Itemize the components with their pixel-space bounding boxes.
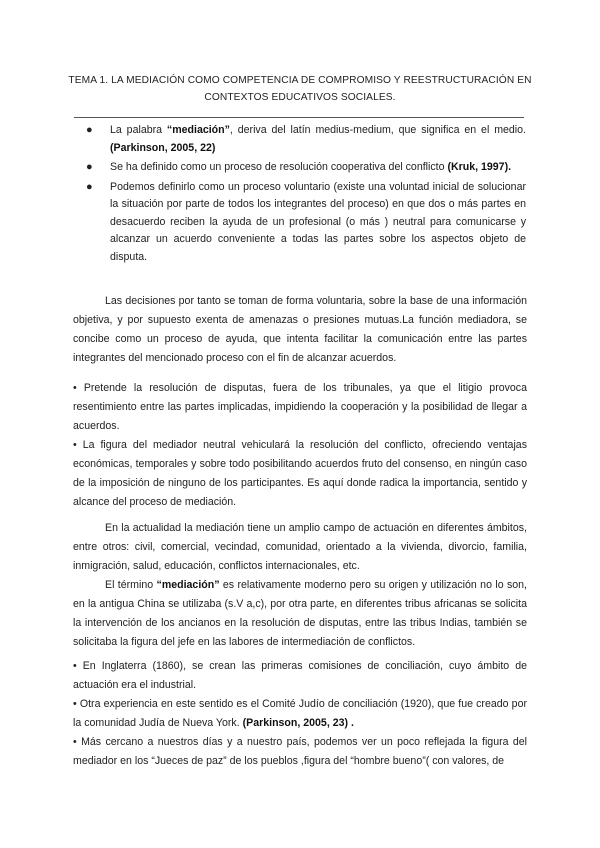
- small-bullet-icon: •: [73, 736, 77, 748]
- title-line-2: CONTEXTOS EDUCATIVOS SOCIALES.: [204, 92, 396, 103]
- small-bullet-icon: •: [73, 698, 77, 710]
- paragraph-decisiones: Las decisiones por tanto se toman de forma voluntaria, sobre la base de una información objetiva, y por supuesto exenta de amenazas o presiones mutuas.La función mediadora, se concibe como un proceso de ayuda, que intenta facilitar la comunicación entre las partes integrantes del mencionado proceso con el fin de alcanzar acuerdos.: [73, 295, 527, 364]
- list-item: • En Inglaterra (1860), se crean las primeras comisiones de conciliación, cuyo ámbito de actuación era el industrial.: [73, 660, 527, 691]
- definition-bullet-list: [86, 122, 526, 268]
- page-title: [60, 72, 540, 106]
- title-divider: [74, 117, 524, 118]
- bullet-icon: ●: [86, 180, 93, 193]
- bullet-item: ● Se ha definido como un proceso de resolución cooperativa del conflicto (Kruk, 1997).: [86, 159, 526, 177]
- paragraph-termino: El término “mediación” es relativamente moderno pero su origen y utilización no lo son, en la antigua China se utilizaba (s.V a,c), por otra parte, en diferentes tribus africanas se solicita la intervención de los ancianos en la resolución de disputas, entre las tribus Indias, también se solicitaba la figura del jefe en las labores de intermediación de conflictos.: [73, 579, 527, 648]
- list-item: • Pretende la resolución de disputas, fuera de los tribunales, ya que el litigio provoca resentimiento entre las partes implicadas, impidiendo la cooperación y la posibilidad de llegar a acuerdos.: [73, 382, 527, 432]
- title-line-1: TEMA 1. LA MEDIACIÓN COMO COMPETENCIA DE COMPROMISO Y REESTRUCTURACIÓN EN: [68, 75, 532, 86]
- small-bullet-icon: •: [73, 382, 77, 394]
- bullet-icon: ●: [86, 124, 93, 136]
- list-item: • Otra experiencia en este sentido es el Comité Judío de conciliación (1920), que fue creado por la comunidad Judía de Nueva York. (Parkinson, 2005, 23) .: [73, 698, 527, 729]
- list-historia: [73, 657, 527, 771]
- bullet-item: ● Podemos definirlo como un proceso voluntario (existe una voluntad inicial de solucionar la situación por parte de todos los integrantes del proceso) en que dos o más partes en desacuerdo reciben la ayuda de un profesional (o más ) neutral para comunicarse y alcanzar un acuerdo conveniente a todas las partes sobre los aspectos objeto de disputa.: [86, 180, 526, 263]
- paragraph-actualidad: En la actualidad la mediación tiene un amplio campo de actuación en diferentes ámbitos, entre otros: civil, comercial, vecindad, comunidad, orientado a la vivienda, divorcio, familia, inmigración, salud, educación, conflictos internacionales, etc. El término “mediación” es relativamente moderno pero su origen y utilización no lo son, en la antigua China se utilizaba (s.V a,c), por otra parte, en diferentes tribus africanas se solicita la intervención de los ancianos en la resolución de disputas, entre las tribus Indias, también se solicitaba la figura del jefe en las labores de intermediación de conflictos.: [73, 519, 527, 652]
- bullet-item: ● La palabra “mediación”, deriva del latín medius-medium, que significa en el medio. (Parkinson, 2005, 22): [86, 124, 526, 154]
- list-mediacion-purpose: [73, 379, 527, 512]
- list-item: • Más cercano a nuestros días y a nuestro país, podemos ver un poco reflejada la figura del mediador en los “Jueces de paz” de los pueblos ,figura del “hombre bueno”( con valores, de: [73, 736, 527, 767]
- bullet-icon: ●: [86, 161, 93, 173]
- list-item: • La figura del mediador neutral vehiculará la resolución del conflicto, ofreciendo ventajas económicas, temporales y sobre todo posibilitando acuerdos fruto del consenso, en ningún caso de la imposición de ninguno de los participantes. Es aquí donde radica la importancia, sentido y alcance del proceso de mediación.: [73, 439, 527, 508]
- small-bullet-icon: •: [73, 439, 77, 451]
- small-bullet-icon: •: [73, 660, 77, 672]
